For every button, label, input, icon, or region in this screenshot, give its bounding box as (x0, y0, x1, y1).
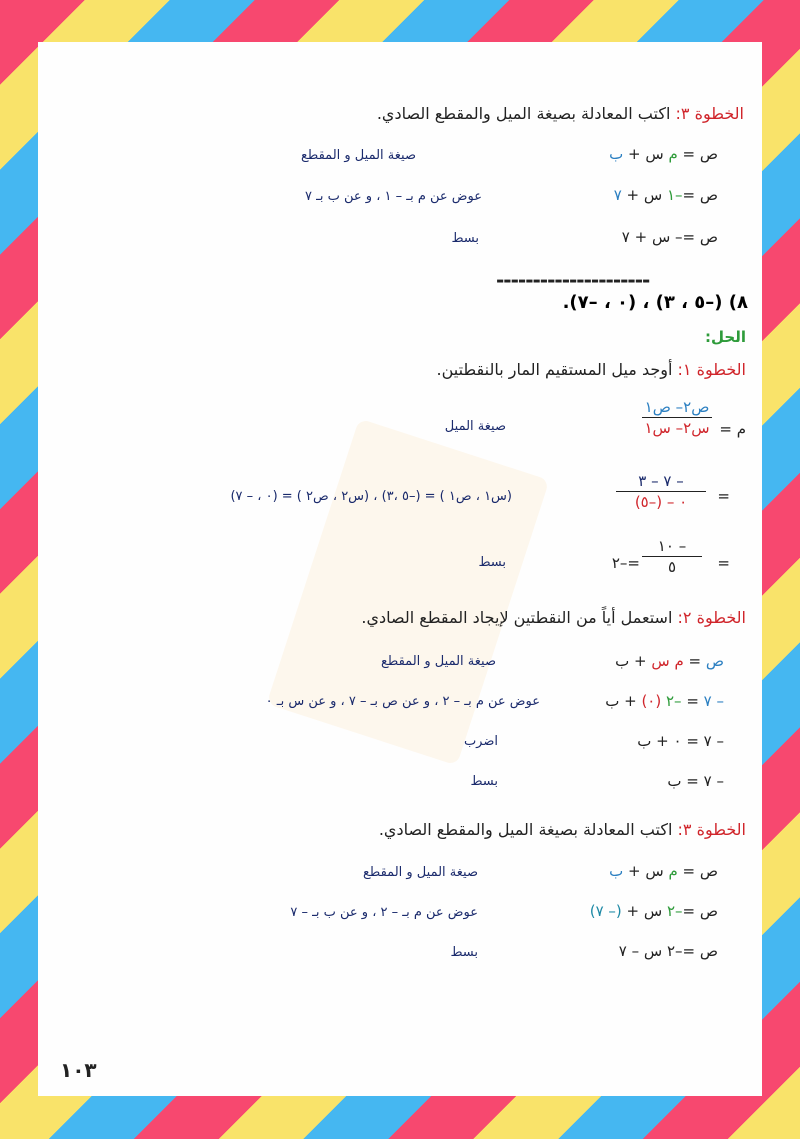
equation-note: بسط (478, 555, 506, 570)
fraction-numerator: ص٢– ص١ (644, 398, 710, 416)
equation-line: ص =–٢ س – ٧ (618, 942, 718, 960)
equals-sign: = (717, 487, 730, 505)
eq-slope: –٢ (665, 692, 682, 710)
eq-intercept: (– ٧) (589, 902, 622, 920)
slope-m-label: م = (719, 420, 746, 438)
step3-heading (377, 104, 744, 123)
eq-intercept: ب (609, 145, 624, 163)
step1-heading (437, 360, 747, 379)
solution-label: الحل: (705, 328, 746, 346)
problem-number: ٨) (728, 292, 748, 313)
step3-heading (379, 820, 746, 839)
eq-variable: س (651, 652, 670, 670)
step-label: الخطوة ٣: (675, 104, 744, 123)
fraction-denominator: ٥ (667, 558, 677, 576)
slope-fraction (642, 398, 712, 437)
eq-part: ص (705, 652, 724, 670)
eq-part: = (683, 652, 706, 670)
step-label: الخطوة ٣: (677, 820, 746, 839)
eq-part: س + (623, 862, 669, 880)
equation-line (605, 692, 724, 710)
watermark-logo (267, 418, 550, 765)
equation-note: بسط (451, 231, 479, 246)
problem-points: (–٥ ، ٣) ، (٠ ، –٧). (562, 292, 723, 313)
fraction-numerator: – ١٠ (657, 537, 687, 555)
equation-note: صيغة الميل (444, 419, 506, 434)
eq-part: س + (623, 145, 669, 163)
page-sheet (38, 42, 762, 1096)
eq-part: ص = (682, 902, 718, 920)
eq-part: ص = (682, 186, 718, 204)
eq-slope: –١ (666, 186, 683, 204)
equation-note: عوض عن م بـ – ٢ ، و عن ب بـ – ٧ (290, 905, 478, 920)
eq-x-value: (٠) (636, 692, 666, 710)
step-label: الخطوة ١: (677, 360, 746, 379)
equation-line: ص =– س + ٧ (621, 228, 718, 246)
fraction-denominator: س٢– س١ (644, 419, 710, 437)
equation-note: عوض عن م بـ – ٢ ، و عن ص بـ – ٧ ، و عن س بـ ٠ (265, 694, 540, 709)
eq-part: + ب (605, 692, 637, 710)
equation-line (609, 862, 718, 880)
equation-note: اضرب (463, 734, 498, 749)
separator-line: --------------------- (496, 268, 650, 292)
eq-intercept: ب (609, 862, 624, 880)
eq-slope: م (674, 652, 684, 670)
eq-part: س + (621, 186, 667, 204)
eq-part: = (681, 692, 704, 710)
fraction-denominator: ٠ – (–٥) (634, 493, 688, 511)
equation-note: صيغة الميل و المقطع (363, 865, 478, 880)
eq-slope: م (668, 145, 678, 163)
fraction-bar (642, 417, 712, 418)
step-text: اكتب المعادلة بصيغة الميل والمقطع الصادي. (376, 104, 671, 123)
equation-note: صيغة الميل و المقطع (381, 654, 496, 669)
step2-heading (361, 608, 746, 627)
equation-line (615, 652, 724, 670)
equation-line: – ٧ = ب (667, 772, 724, 790)
step-text: اكتب المعادلة بصيغة الميل والمقطع الصادي. (378, 820, 673, 839)
equals-sign: = (717, 554, 730, 572)
substituted-fraction (616, 472, 706, 511)
equation-line (590, 902, 718, 920)
equation-line (609, 145, 718, 163)
step-label: الخطوة ٢: (677, 608, 746, 627)
equation-note: عوض عن م بـ – ١ ، و عن ب بـ ٧ (304, 189, 482, 204)
equation-note: بسط (450, 945, 478, 960)
equation-line: – ٧ = ٠ + ب (637, 732, 724, 750)
eq-slope: –٢ (666, 902, 683, 920)
step-text: أوجد ميل المستقيم المار بالنقطتين. (436, 360, 673, 379)
eq-slope: م (668, 862, 678, 880)
eq-intercept: ٧ (613, 186, 622, 204)
equation-note: بسط (470, 774, 498, 789)
step-text: استعمل أياً من النقطتين لإيجاد المقطع الصادي. (361, 608, 673, 627)
problem-statement (563, 292, 748, 313)
fraction-numerator: – ٧ – ٣ (638, 472, 684, 490)
simplified-fraction (642, 537, 702, 576)
simplified-result: =–٢ (611, 554, 640, 572)
eq-part: – ٧ (703, 692, 724, 710)
fraction-bar (642, 556, 702, 557)
equation-note: صيغة الميل و المقطع (301, 148, 416, 163)
equation-note: (س١ ، ص١ ) = (–٥ ،٣) ، (س٢ ، ص٢ ) = (٠ ، – ٧) (230, 489, 512, 504)
page-number: ١٠٣ (60, 1058, 97, 1082)
eq-part: ص = (677, 145, 718, 163)
eq-part: + ب (615, 652, 652, 670)
eq-part: ص = (677, 862, 718, 880)
equation-line (614, 186, 718, 204)
fraction-bar (616, 491, 706, 492)
eq-part: س + (621, 902, 667, 920)
